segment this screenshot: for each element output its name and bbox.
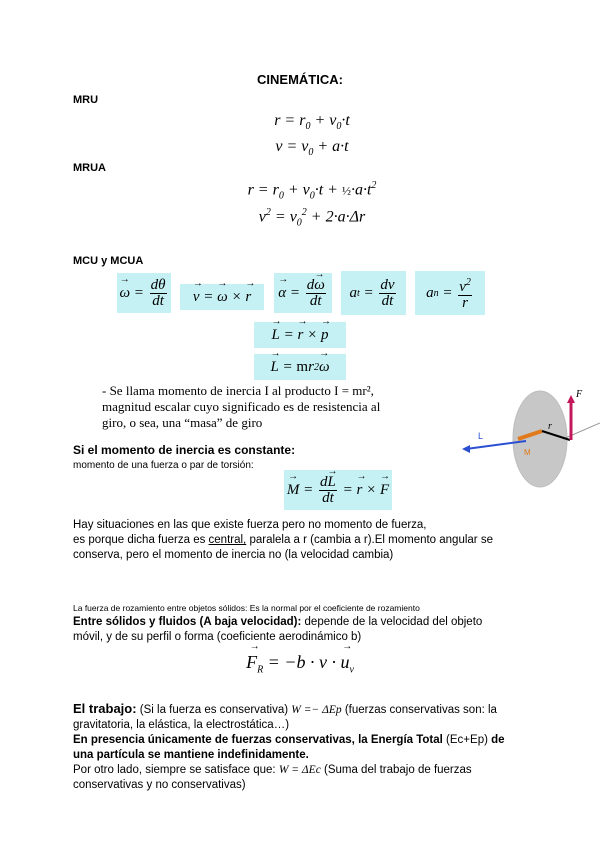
angular-momentum-inertia-box: → L = m r 2 → ω <box>254 354 346 380</box>
central-force-paragraph: Hay situaciones en las que existe fuerza pero no momento de fuerza, es porque dicha fuerza es central, paralela a r (cambia a r).El momento angular se conserva, pero el momento de inercia no (la velocidad cambia) <box>73 519 493 561</box>
torque-equation-box: → M = $\frac{d\to L}{dt}$ = → r × → F <box>284 470 392 510</box>
tangential-acceleration-box: a t = $\frac{dv}{dt}$ <box>341 271 406 315</box>
normal-acceleration-box: a n = $\frac{v^2}{r}$ <box>415 271 485 315</box>
mrua-heading: MRUA <box>73 162 106 174</box>
torque-label: momento de una fuerza o par de torsión: <box>73 460 254 471</box>
work-section: El trabajo: (Si la fuerza es conservativa) W =− ΔEp (fuerzas conservativas son: la gravitatoria, la elástica, la electrostática…) En presencia únicamente de fuerzas conservativas, la Energía Total (Ec+Ep) de una partícula se mantiene indefinidamente. Por otro lado, siempre se satisface que: W = ΔEc (Suma del trabajo de fuerzas conservativas y no conservativas) <box>73 701 505 791</box>
mru-equation-velocity: $v = v_0 + a\cdot t$ <box>275 138 349 159</box>
page-title: CINEMÁTICA: <box>257 72 343 87</box>
mcu-heading: MCU y MCUA <box>73 255 144 267</box>
rotation-diagram <box>458 383 600 493</box>
constant-inertia-heading: Si el momento de inercia es constante: <box>73 443 296 457</box>
mrua-equation-position: $r = r_0 + v_0\cdot t$ + $\frac{1}{2}\cdot a\cdot t^2$ <box>247 180 377 202</box>
angular-momentum-box: → L = → r × → p <box>254 322 346 348</box>
axis-line <box>563 423 600 439</box>
mru-equation-position: $r = r_0 + v_0\cdot t$ <box>274 112 350 133</box>
angular-velocity-box: → ω = $\frac{d\theta}{dt}$ <box>117 273 171 313</box>
label-L: L <box>478 431 484 441</box>
label-r: r <box>548 421 552 432</box>
angular-momentum-arrowhead <box>462 445 470 453</box>
linear-velocity-box: → v = → ω × → r <box>180 284 264 310</box>
label-F: F <box>576 389 583 400</box>
drag-force-equation: → $F_R = -b \cdot v$ · → $u_v$ <box>0 652 600 676</box>
angular-acceleration-box: → α = $\frac{d\to \omega}{dt}$ <box>274 273 332 313</box>
force-arrowhead <box>567 395 575 403</box>
mru-heading: MRU <box>73 94 99 106</box>
mrua-equation-velocity: $v^2 = v_0^2 + 2\cdot a\cdot\Delta r$ <box>258 207 366 229</box>
solid-friction-note: La fuerza de rozamiento entre objetos sólidos: Es la normal por el coeficiente de rozamiento <box>73 603 420 613</box>
label-M: M <box>524 448 531 457</box>
inertia-definition: - Se llama momento de inercia I al producto I = mr², magnitud escalar cuyo significado es de resistencia al giro, o sea, una “masa” de giro <box>102 383 381 430</box>
fluid-friction-paragraph: Entre sólidos y fluidos (A baja velocidad): depende de la velocidad del objeto móvil, y de su perfil o forma (coeficiente aerodinámico b) <box>73 616 483 643</box>
